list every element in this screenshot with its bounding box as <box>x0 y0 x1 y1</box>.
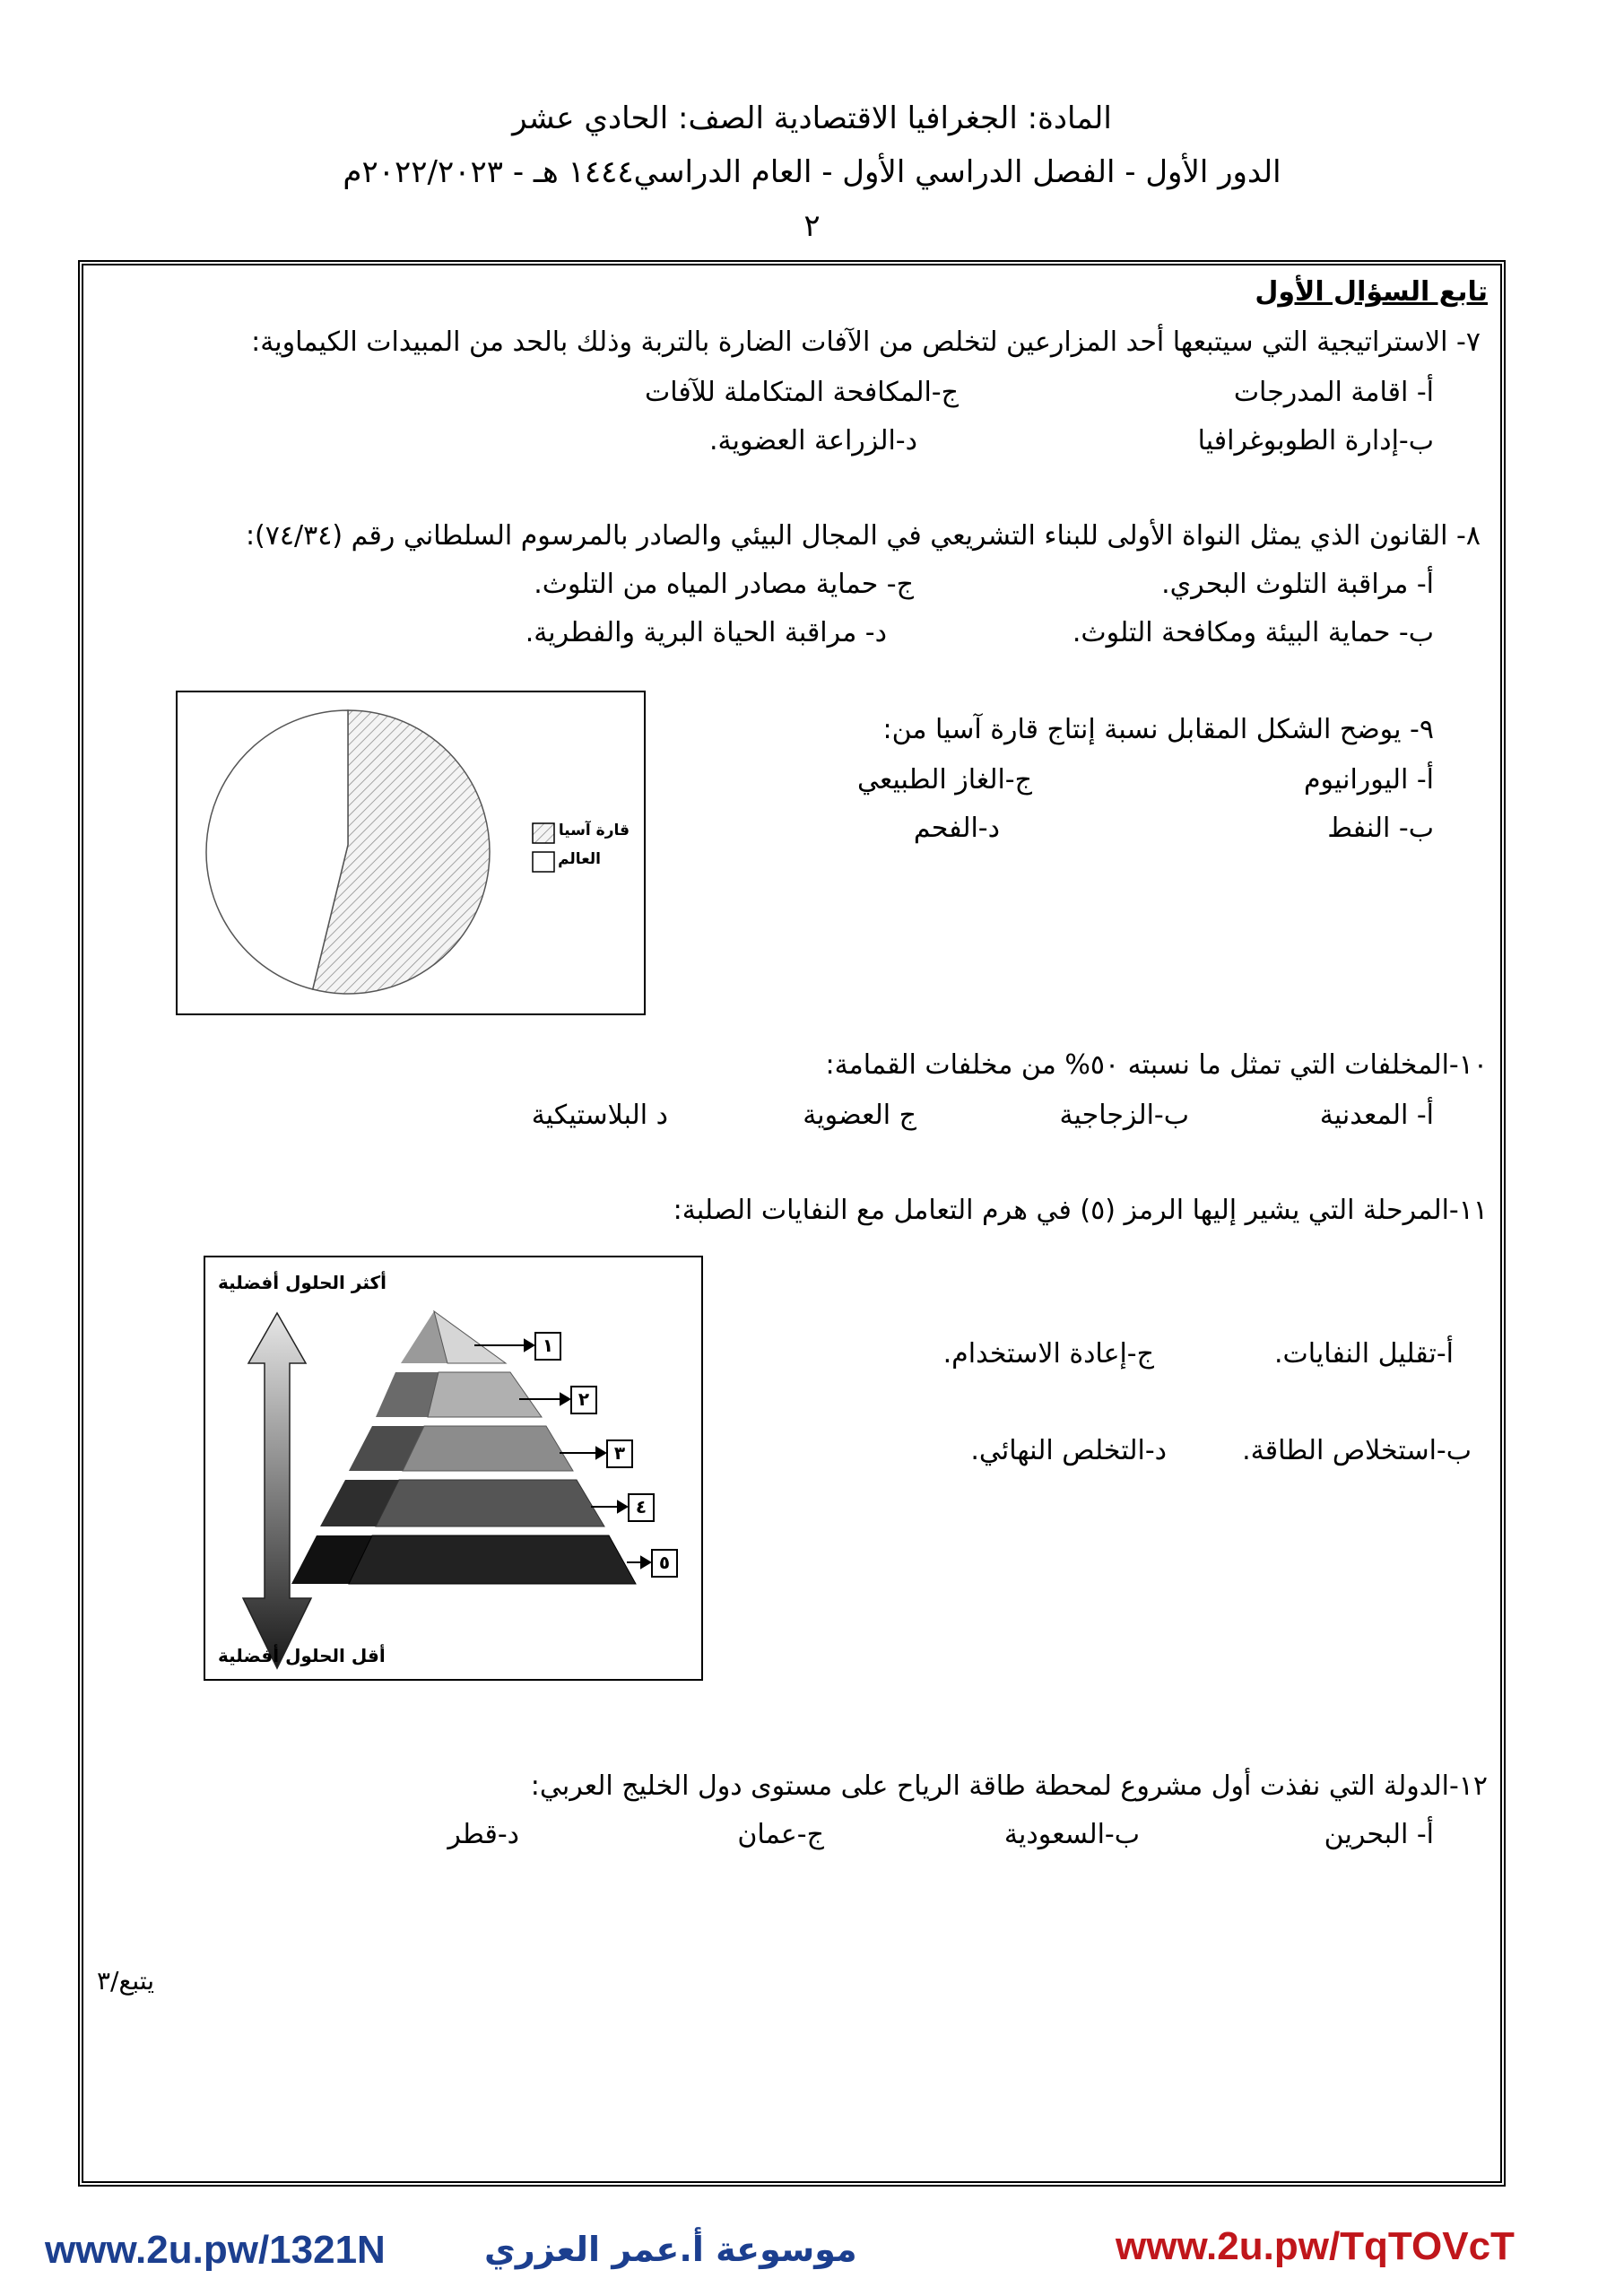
legend-swatch-asia <box>533 823 554 843</box>
q12-option-c[interactable]: ج-عمان <box>737 1819 824 1850</box>
q8-option-c[interactable]: ج- حماية مصادر المياه من التلوث. <box>534 569 914 600</box>
pyramid-level-2 <box>376 1372 542 1417</box>
pyramid-level-3 <box>349 1426 573 1471</box>
pyramid-level-1 <box>401 1311 506 1363</box>
pyramid-number-4: ٤ <box>635 1496 647 1518</box>
q12-option-a[interactable]: أ- البحرين <box>1324 1819 1434 1850</box>
q9-option-d[interactable]: د-الفحم <box>913 813 1000 844</box>
q12-option-d[interactable]: د-قطر <box>447 1819 519 1850</box>
header-term-line: الدور الأول - الفصل الدراسي الأول - العام الدراسي١٤٤٤ هـ - ٢٠٢٢/٢٠٢٣م <box>343 154 1281 190</box>
q11-option-a[interactable]: أ-تقليل النفايات. <box>1273 1338 1454 1370</box>
q11-option-c[interactable]: ج-إعادة الاستخدام. <box>942 1338 1154 1370</box>
q11-option-d[interactable]: د-التخلص النهائي. <box>970 1435 1167 1466</box>
header-subject-line: المادة: الجغرافيا الاقتصادية الصف: الحادي عشر <box>512 100 1112 136</box>
footer-site-name: موسوعة أ.عمر العزري <box>484 2230 857 2269</box>
legend-label-asia: قارة آسيا <box>558 822 630 839</box>
question-10: ١٠-المخلفات التي تمثل ما نسبته ٥٠% من مخلفات القمامة: <box>825 1049 1488 1081</box>
q10-option-a[interactable]: أ- المعدنية <box>1319 1100 1434 1131</box>
question-8: ٨- القانون الذي يمثل النواة الأولى للبناء التشريعي في المجال البيئي والصادر بالمرسوم السلطاني رقم (٧٤/٣٤): <box>245 520 1481 552</box>
waste-pyramid-figure <box>204 1256 703 1681</box>
q8-option-b[interactable]: ب- حماية البيئة ومكافحة التلوث. <box>1072 617 1434 648</box>
q8-option-a[interactable]: أ- مراقبة التلوث البحري. <box>1161 569 1434 600</box>
question-7: ٧- الاستراتيجية التي سيتبعها أحد المزارعين لتخلص من الآفات الضارة بالتربة وذلك بالحد من المبيدات الكيماوية: <box>251 326 1481 358</box>
page-number: ٢ <box>803 208 821 244</box>
question-9: ٩- يوضح الشكل المقابل نسبة إنتاج قارة آسيا من: <box>882 714 1434 745</box>
q7-option-b[interactable]: ب-إدارة الطوبوغرافيا <box>1197 425 1434 457</box>
pyramid-number-2: ٢ <box>578 1388 590 1410</box>
q10-option-d[interactable]: د البلاستيكية <box>531 1100 668 1131</box>
continue-note: يتبع/٣ <box>97 1966 155 1996</box>
pyramid-number-5: ٥ <box>658 1552 671 1573</box>
q10-option-c[interactable]: ج العضوية <box>803 1100 916 1131</box>
question-12: ١٢-الدولة التي نفذت أول مشروع لمحطة طاقة الرياح على مستوى دول الخليج العربي: <box>530 1770 1488 1802</box>
pie-slices <box>206 710 490 994</box>
question-11: ١١-المرحلة التي يشير إليها الرمز (٥) في هرم التعامل مع النفايات الصلبة: <box>673 1195 1488 1226</box>
q10-option-b[interactable]: ب-الزجاجية <box>1059 1100 1189 1131</box>
legend-swatch-world <box>533 852 554 872</box>
q12-option-b[interactable]: ب-السعودية <box>1003 1819 1140 1850</box>
most-preferred-label: أكثر الحلول أفضلية <box>218 1272 386 1293</box>
pyramid-level-5 <box>291 1535 636 1584</box>
least-preferred-label: أقل الحلول أفضلية <box>218 1645 386 1666</box>
footer-link-left[interactable]: www.2u.pw/1321N <box>45 2228 386 2272</box>
section-title: تابع السؤال الأول <box>1255 276 1488 308</box>
q11-option-b[interactable]: ب-استخلاص الطاقة. <box>1242 1435 1472 1466</box>
pyramid-number-3: ٣ <box>613 1442 626 1464</box>
q7-option-d[interactable]: د-الزراعة العضوية. <box>709 425 917 457</box>
pie-chart-figure <box>176 691 646 1015</box>
q9-option-b[interactable]: ب- النفط <box>1327 813 1434 844</box>
legend-label-world: العالم <box>558 850 601 868</box>
q8-option-d[interactable]: د- مراقبة الحياة البرية والفطرية. <box>525 617 887 648</box>
footer-link-right[interactable]: www.2u.pw/TqTOVcT <box>1116 2224 1515 2268</box>
pyramid-svg <box>205 1257 701 1679</box>
pyramid-level-4 <box>320 1480 604 1526</box>
q9-option-c[interactable]: ج-الغاز الطبيعي <box>857 764 1032 796</box>
q7-option-a[interactable]: أ- اقامة المدرجات <box>1233 377 1434 408</box>
q9-option-a[interactable]: أ- اليورانيوم <box>1303 764 1434 796</box>
preference-arrow <box>243 1313 311 1668</box>
pyramid-number-1: ١ <box>542 1335 554 1356</box>
q7-option-c[interactable]: ج-المكافحة المتكاملة للآفات <box>644 377 959 408</box>
